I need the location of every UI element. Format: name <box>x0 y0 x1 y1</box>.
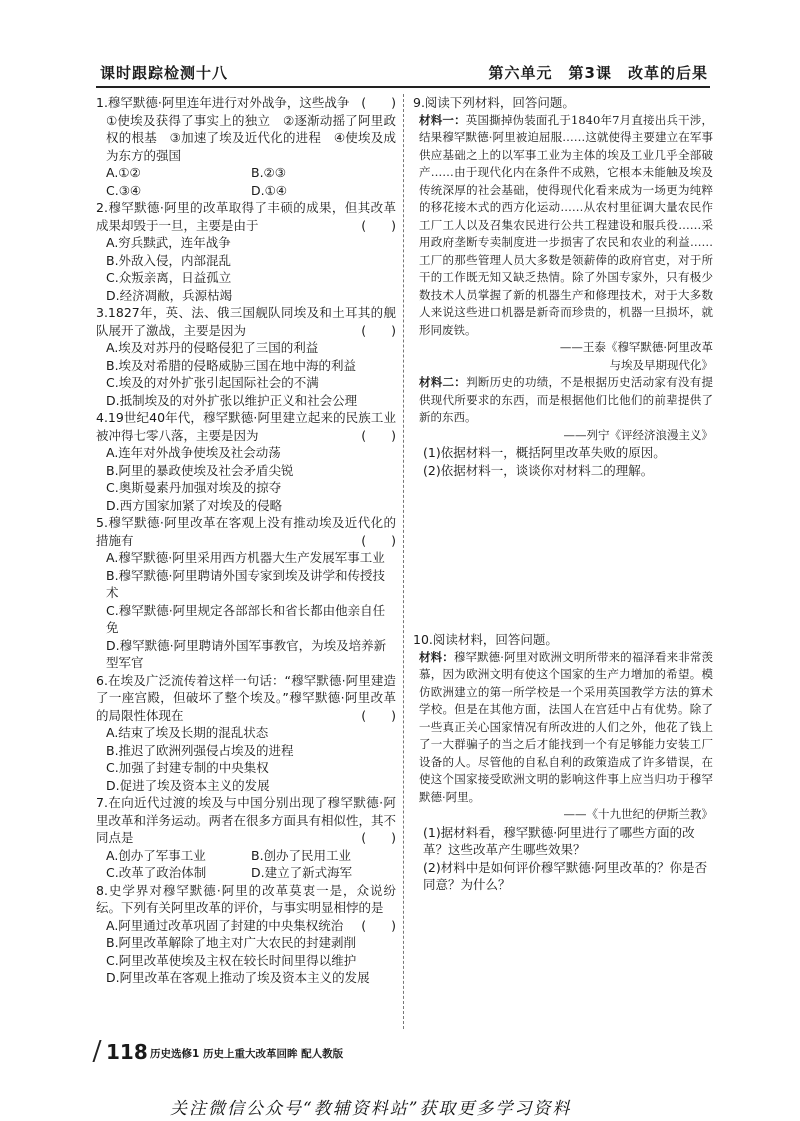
watermark-text: 关注微信公众号“教辅资料站”获取更多学习资料 <box>170 1099 572 1119</box>
page-number: 118 <box>106 1040 148 1064</box>
option: B.②③ <box>251 165 286 180</box>
option-row <box>96 864 396 882</box>
answer-paren: ( ) <box>361 917 396 933</box>
option-row <box>96 847 396 865</box>
right-column <box>413 94 714 892</box>
sub-question: (1)据材料看，穆罕默德·阿里进行了哪些方面的改革？这些改革产生哪些效果？ <box>423 824 695 857</box>
question-stem: 3.1827年，英、法、俄三国舰队同埃及和土耳其的舰队展开了激战，主要是因为 <box>96 305 396 338</box>
question-stem: 10.阅读材料，回答问题。 <box>413 632 558 647</box>
material-1 <box>413 112 713 340</box>
footer-text: 历史选修1 历史上重大改革回眸 配人教版 <box>150 1048 344 1060</box>
option: C.改革了政治体制 <box>106 865 207 880</box>
material-source: 与埃及早期现代化》 <box>609 357 713 372</box>
question-1 <box>96 94 396 199</box>
option: C.穆罕默德·阿里规定各部部长和省长都由他亲自任免 <box>106 602 386 635</box>
option: A.创办了军事工业 <box>106 847 206 863</box>
option: A.穷兵黩武，连年战争 <box>106 235 231 250</box>
answer-paren: ( ) <box>361 707 396 723</box>
material-text: 英国撕掉伪装面孔于1840年7月直接出兵干涉，结果穆罕默德·阿里被迫屈服……这就使得主要建立在军事供应基础之上的以军事工业为主体的埃及工业几乎全部破产……由于现代化内在条件不成熟，它根本未能触及埃及传统深厚的社会基础，使得现代化看来成为一场更为纯粹的移花接木式的西方化运动……从农村里征调大量农民作工厂工人以及召集农民进行公共工程建设和服兵役……采用政府垄断专卖制度进一步损害了农民和农业的利益……工厂的那些管理人员大多数是领薪俸的政府官吏，对于所干的工作既无知又缺乏热情。除了外国专家外，只有极少数技术人员掌握了新的机器生产和修理技术，对于大多数人来说这些进口机器是新奇而珍贵的，机器一旦损坏，就形同废铁。 <box>419 112 714 337</box>
option: C.埃及的对外扩张引起国际社会的不满 <box>106 375 319 390</box>
option: A.埃及对苏丹的侵略侵犯了三国的利益 <box>106 340 319 355</box>
question-2 <box>96 199 396 304</box>
option: A.阿里通过改革巩固了封建的中央集权统治 <box>106 917 344 933</box>
answer-paren: ( ) <box>361 322 396 338</box>
question-3 <box>96 304 396 409</box>
column-divider <box>403 94 404 1029</box>
option: B.埃及对希腊的侵略威胁三国在地中海的利益 <box>106 357 357 373</box>
material-source: ——王泰《穆罕默德·阿里改革 <box>559 340 713 354</box>
answer-paren: ( ) <box>361 217 396 233</box>
question-4 <box>96 409 396 514</box>
material-label: 材料一： <box>419 112 466 127</box>
option: D.抵制埃及的对外扩张以维护正义和社会公理 <box>106 392 358 408</box>
question-stem: 4.19世纪40年代，穆罕默德·阿里建立起来的民族工业被冲得七零八落，主要是因为 <box>96 410 396 443</box>
option: B.穆罕默德·阿里聘请外国专家到埃及讲学和传授技术 <box>106 567 386 600</box>
question-stem: 7.在向近代过渡的埃及与中国分别出现了穆罕默德·阿里改革和洋务运动。两者在很多方面具有相似性，其不同点是 <box>96 795 397 845</box>
question-body: ①使埃及获得了事实上的独立 ②逐渐动摇了阿里政权的根基 ③加速了埃及近代化的进程 ④使埃及成为东方的强国 <box>106 112 396 163</box>
option: C.阿里改革使埃及主权在较长时间里得以维护 <box>106 952 357 968</box>
material-text: 穆罕默德·阿里对欧洲文明所带来的福泽看来非常羡慕，因为欧洲文明有使这个国家的生产力增加的希望。模仿欧洲建立的第一所学校是一个采用英国教学方法的算术学校。但是在其他方面，法国人在宫廷中占有优势。除了一些真正关心国家情况有所改进的人们之外，他花了钱上了一大群骗子的当之后才能找到一个有足够能力安装工厂设备的人。尽管他的自私自利的政策造成了许多错误，在使这个国家接受欧洲文明的影响这件事上应当归功于穆罕默德·阿里。 <box>419 649 713 804</box>
option: B.外敌入侵，内部混乱 <box>106 252 232 268</box>
option: C.众叛亲离，日益孤立 <box>106 270 232 285</box>
option: A.①② <box>106 165 141 180</box>
material-label: 材料二： <box>419 375 467 389</box>
option: B.阿里改革解除了地主对广大农民的封建剥削 <box>106 935 357 950</box>
option: D.经济凋敝，兵源枯竭 <box>106 287 233 303</box>
question-stem: 6.在埃及广泛流传着这样一句话：“穆罕默德·阿里建造了一座宫殿，但破坏了整个埃及。”穆罕默德·阿里改革的局限性体现在 <box>96 672 396 723</box>
option: D.①④ <box>251 182 288 198</box>
header-left-title: 课时跟踪检测十八 <box>100 64 229 82</box>
header-rule <box>96 86 710 88</box>
answer-paren: ( ) <box>361 830 396 845</box>
option: C.加强了封建专制的中央集权 <box>106 760 269 775</box>
option: A.结束了埃及长期的混乱状态 <box>106 725 269 740</box>
sub-question: (2)材料中是如何评价穆罕默德·阿里改革的？你是否同意？为什么？ <box>423 859 708 892</box>
question-9 <box>413 94 713 479</box>
question-stem: 1.穆罕默德·阿里连年进行对外战争，这些战争 <box>96 95 350 110</box>
sub-question: (1)依据材料一，概括阿里改革失败的原因。 <box>423 445 666 460</box>
material <box>413 649 713 807</box>
option: D.穆罕默德·阿里聘请外国军事教官，为埃及培养新型军官 <box>106 637 387 670</box>
material-label: 材料： <box>419 649 454 664</box>
question-10 <box>413 631 713 894</box>
question-stem: 5.穆罕默德·阿里改革在客观上没有推动埃及近代化的措施有 <box>96 515 396 548</box>
header-right-title: 第六单元 第3课 改革的后果 <box>488 64 708 82</box>
option-row <box>96 164 396 182</box>
option-row <box>96 182 396 200</box>
option: B.阿里的暴政使埃及社会矛盾尖锐 <box>106 462 294 478</box>
option: B.推迟了欧洲列强侵占埃及的进程 <box>106 742 294 758</box>
option: D.建立了新式海军 <box>251 865 353 880</box>
question-6 <box>96 672 396 795</box>
page-footer <box>96 1040 416 1066</box>
answer-paren: ( ) <box>361 532 396 548</box>
page-header <box>100 58 708 84</box>
material-source: ——《十九世纪的伊斯兰教》 <box>563 807 713 821</box>
question-stem: 2.穆罕默德·阿里的改革取得了丰硕的成果，但其改革成果却毁于一旦，主要是由于 <box>96 200 396 233</box>
material-source: ——列宁《评经济浪漫主义》 <box>563 427 713 442</box>
question-5 <box>96 514 396 672</box>
material-text: 判断历史的功绩，不是根据历史活动家有没有提供现代所要求的东西，而是根据他们比他们的前辈提供了新的东西。 <box>419 375 714 424</box>
option: C.③④ <box>106 182 142 198</box>
answer-paren: ( ) <box>361 427 396 443</box>
question-7 <box>96 794 396 882</box>
left-column <box>96 94 396 987</box>
question-8 <box>96 882 396 987</box>
option: D.促进了埃及资本主义的发展 <box>106 777 270 793</box>
sub-question: (2)依据材料一，谈谈你对材料二的理解。 <box>423 462 654 478</box>
question-stem: 9.阅读下列材料，回答问题。 <box>413 95 575 110</box>
option: A.穆罕默德·阿里采用西方机器大生产发展军事工业 <box>106 550 385 565</box>
answer-paren: ( ) <box>361 95 396 110</box>
option: C.奥斯曼素丹加强对埃及的掠夺 <box>106 480 282 495</box>
option: B.创办了民用工业 <box>251 847 352 863</box>
option: D.西方国家加紧了对埃及的侵略 <box>106 497 283 513</box>
material-2 <box>413 374 713 427</box>
question-stem: 8.史学界对穆罕默德·阿里的改革莫衷一是，众说纷纭。下列有关阿里改革的评价，与事实明显相悖的是 <box>96 882 396 915</box>
option: A.连年对外战争使埃及社会动荡 <box>106 445 281 460</box>
option: D.阿里改革在客观上推动了埃及资本主义的发展 <box>106 970 370 985</box>
